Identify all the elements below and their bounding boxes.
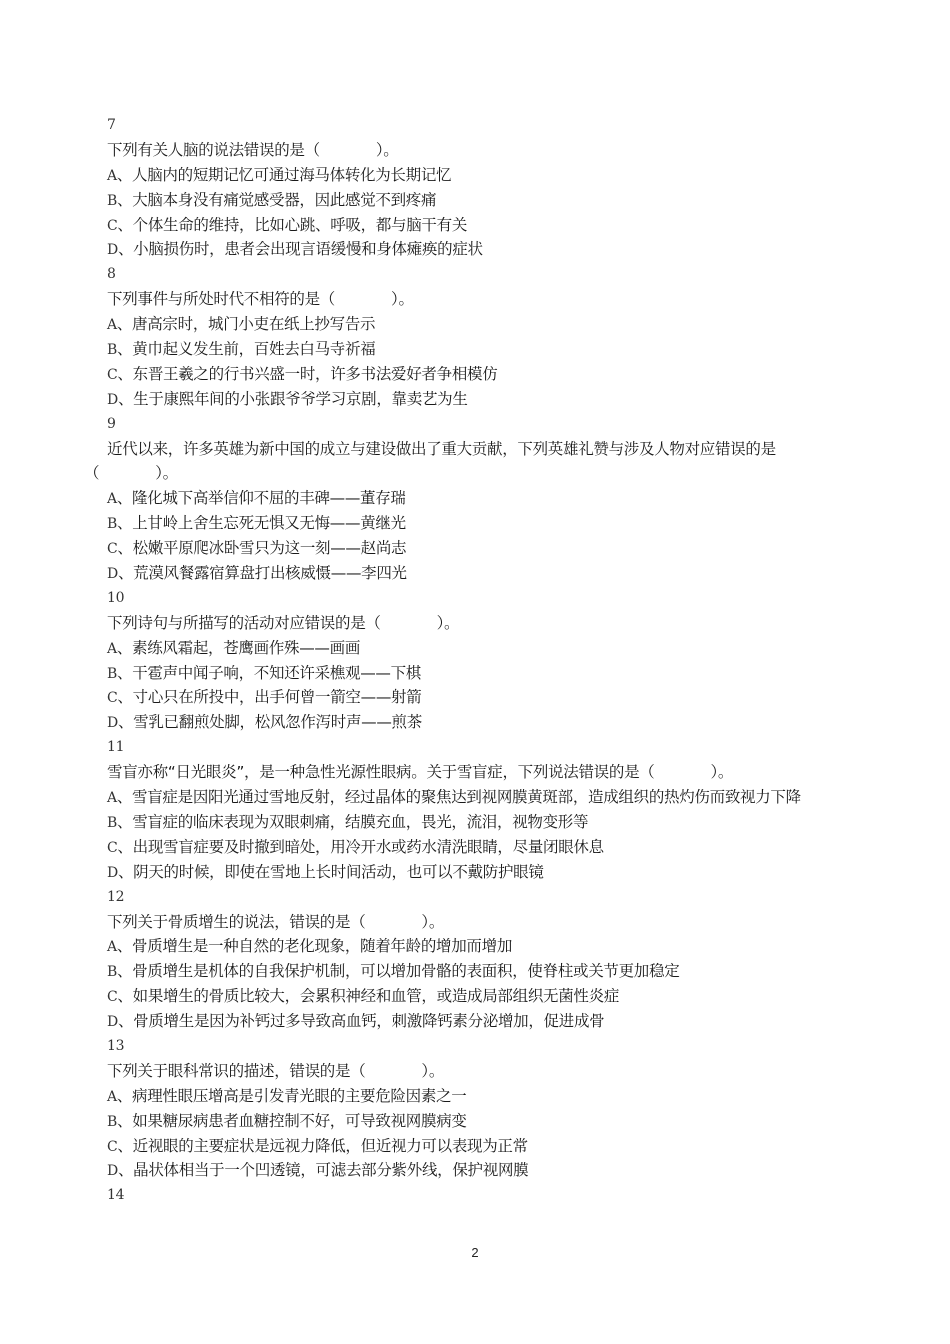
question-stem: 近代以来，许多英雄为新中国的成立与建设做出了重大贡献，下列英雄礼赞与涉及人物对应错误的是 — [107, 439, 776, 458]
option-d: D、荒漠风餐露宿算盘打出核威慑——李四光 — [107, 564, 407, 583]
option-b: B、大脑本身没有痛觉感受器，因此感觉不到疼痛 — [107, 190, 437, 209]
option-b: B、上甘岭上舍生忘死无惧又无悔——黄继光 — [107, 514, 406, 533]
option-d: D、生于康熙年间的小张跟爷爷学习京剧，靠卖艺为生 — [107, 389, 468, 408]
option-d: D、晶状体相当于一个凹透镜，可滤去部分紫外线，保护视网膜 — [107, 1161, 529, 1180]
question-stem: 下列事件与所处时代不相符的是（ ）。 — [107, 290, 414, 309]
option-a: A、素练风霜起，苍鹰画作殊——画画 — [107, 638, 361, 657]
option-a: A、雪盲症是因阳光通过雪地反射，经过晶体的聚焦达到视网膜黄斑部，造成组织的热灼伤而致视力下降 — [107, 788, 801, 807]
option-c: C、出现雪盲症要及时撤到暗处，用冷开水或药水清洗眼睛，尽量闭眼休息 — [107, 837, 604, 856]
question-10 — [0, 586, 950, 735]
option-a: A、骨质增生是一种自然的老化现象，随着年龄的增加而增加 — [107, 937, 513, 956]
option-c: C、寸心只在所投中，出手何曾一箭空——射箭 — [107, 688, 422, 707]
option-d: D、雪乳已翻煎处脚，松风忽作泻时声——煎茶 — [107, 713, 422, 732]
question-number: 12 — [107, 888, 125, 905]
question-stem: 下列有关人脑的说法错误的是（ ）。 — [107, 140, 399, 159]
option-c: C、如果增生的骨质比较大，会累积神经和血管，或造成局部组织无菌性炎症 — [107, 987, 620, 1006]
document-page — [0, 113, 950, 1208]
question-number: 14 — [107, 1187, 125, 1204]
option-a: A、隆化城下高举信仰不屈的丰碑——董存瑞 — [107, 489, 406, 508]
question-number: 7 — [107, 117, 116, 133]
option-c: C、松嫩平原爬冰卧雪只为这一刻——赵尚志 — [107, 539, 407, 558]
option-b: B、黄巾起义发生前，百姓去白马寺祈福 — [107, 340, 376, 359]
question-11 — [0, 735, 950, 884]
question-13 — [0, 1034, 950, 1183]
question-number: 8 — [107, 266, 116, 283]
option-d: D、骨质增生是因为补钙过多导致高血钙，刺激降钙素分泌增加，促进成骨 — [107, 1012, 605, 1031]
question-7 — [0, 113, 950, 262]
option-a: A、病理性眼压增高是引发青光眼的主要危险因素之一 — [107, 1086, 467, 1105]
question-number: 13 — [107, 1037, 125, 1054]
question-stem-wrap: （ ）。 — [84, 464, 178, 483]
option-b: B、干雹声中闻子响，不知还许采樵观——下棋 — [107, 663, 422, 682]
question-8 — [0, 262, 950, 411]
option-b: B、如果糖尿病患者血糖控制不好，可导致视网膜病变 — [107, 1111, 467, 1130]
option-b: B、骨质增生是机体的自我保护机制，可以增加骨骼的表面积，使脊柱或关节更加稳定 — [107, 962, 680, 981]
option-d: D、小脑损伤时，患者会出现言语缓慢和身体瘫痪的症状 — [107, 240, 483, 259]
question-stem: 下列关于骨质增生的说法，错误的是（ ）。 — [107, 912, 445, 931]
question-number: 11 — [107, 739, 125, 756]
question-stem: 雪盲亦称“日光眼炎”，是一种急性光源性眼病。关于雪盲症，下列说法错误的是（ ）。 — [107, 763, 734, 782]
option-c: C、近视眼的主要症状是远视力降低，但近视力可以表现为正常 — [107, 1136, 528, 1155]
page-number: 2 — [471, 1245, 479, 1260]
question-14 — [0, 1183, 950, 1208]
question-number: 10 — [107, 589, 125, 606]
option-d: D、阴天的时候，即使在雪地上长时间活动，也可以不戴防护眼镜 — [107, 862, 544, 881]
option-b: B、雪盲症的临床表现为双眼刺痛，结膜充血，畏光，流泪，视物变形等 — [107, 812, 589, 831]
option-c: C、东晋王羲之的行书兴盛一时，许多书法爱好者争相模仿 — [107, 364, 498, 383]
question-12 — [0, 885, 950, 1034]
option-a: A、人脑内的短期记忆可通过海马体转化为长期记忆 — [107, 165, 452, 184]
question-stem: 下列关于眼科常识的描述，错误的是（ ）。 — [107, 1061, 445, 1080]
question-9 — [0, 412, 950, 586]
question-stem: 下列诗句与所描写的活动对应错误的是（ ）。 — [107, 613, 460, 632]
option-a: A、唐高宗时，城门小吏在纸上抄写告示 — [107, 315, 376, 334]
option-c: C、个体生命的维持，比如心跳、呼吸，都与脑干有关 — [107, 215, 468, 234]
question-number: 9 — [107, 415, 116, 432]
